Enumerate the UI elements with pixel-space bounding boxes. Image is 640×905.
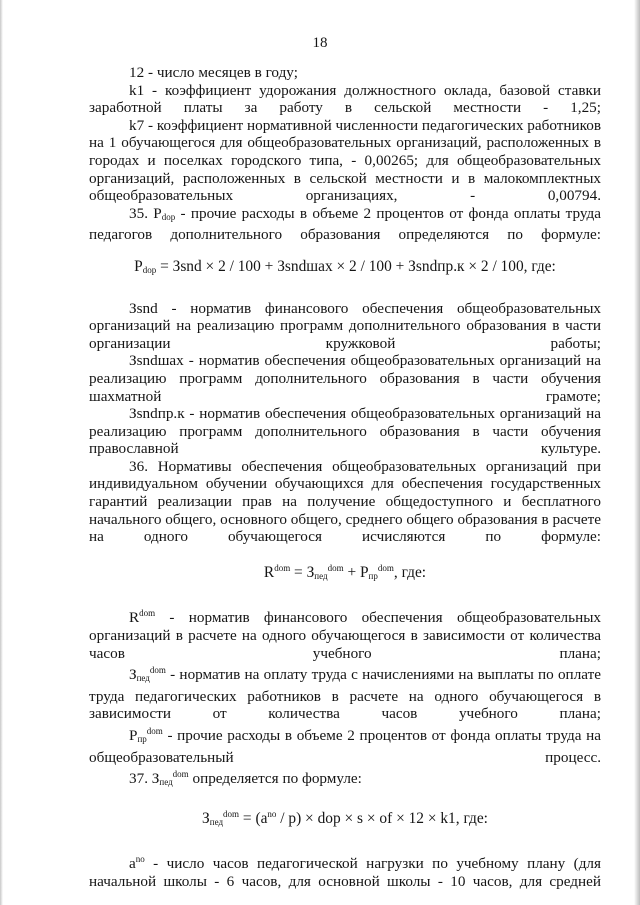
paragraph-zped bbox=[89, 662, 601, 723]
superscript: dom bbox=[139, 608, 156, 619]
superscript: no bbox=[267, 808, 277, 819]
subscript: пед bbox=[314, 570, 328, 581]
paragraph-zsndprk: Зsndпр.к - норматив обеспечения общеобразовательных организаций на реализацию программ дополнительного образования в части обучения православной культуре. bbox=[89, 405, 601, 458]
superscript: no bbox=[135, 854, 145, 865]
paragraph-zsnd: Зsnd - норматив финансового обеспечения общеобразовательных организаций на реализацию программ дополнительного образования в части организации кружковой работы; bbox=[89, 299, 601, 352]
paragraph-ano bbox=[89, 851, 601, 890]
inline-term: 37. З bbox=[129, 770, 160, 788]
superscript: dom bbox=[327, 562, 344, 573]
inline-text: - прочие расходы в объеме 2 процентов от фонда оплаты труда на общеобразовательный процесс. bbox=[89, 727, 601, 766]
inline-term: R bbox=[129, 609, 140, 627]
formula-text: / p) × dop × s × of × 12 × k1, где: bbox=[276, 809, 488, 827]
formula-text: = (a bbox=[239, 809, 268, 827]
superscript: dom bbox=[172, 769, 189, 780]
superscript: dom bbox=[377, 562, 394, 573]
formula-pdop bbox=[89, 258, 601, 280]
superscript: dom bbox=[146, 726, 163, 736]
subscript: пр bbox=[137, 734, 147, 744]
subscript: dop bbox=[161, 211, 176, 222]
paragraph-rdom bbox=[89, 605, 601, 662]
page-number: 18 bbox=[312, 35, 328, 51]
inline-text: - прочие расходы в объеме 2 процентов от фонда оплаты труда педагогов дополнительного образования определяются по формуле: bbox=[89, 204, 601, 244]
superscript: dom bbox=[149, 665, 166, 676]
paragraph-k7: k7 - коэффициент нормативной численности педагогических работников на 1 обучающегося для общеобразовательных организаций, расположенных в городах и поселках городского типа, - 0,00265; для общеобразовательных организаций, расположенных в сельской местности и в малокомплектных общеобразовательных организациях, - 0,00794. bbox=[89, 116, 601, 205]
subscript: dop bbox=[142, 264, 157, 275]
scan-edge-right bbox=[634, 0, 640, 905]
paragraph-36: 36. Нормативы обеспечения общеобразовательных организаций при индивидуальном обучении обучающихся для обеспечения государственных гарантий реализации прав на получение общедоступного и бесплатного начального общего, основного общего, среднего общего образования в расчете на одного обучающегося исчисляются по формуле: bbox=[89, 457, 601, 546]
formula-zped bbox=[89, 806, 601, 832]
inline-term: 35. P bbox=[129, 204, 162, 222]
inline-text: - норматив на оплату труда с начислениями на выплаты по оплате труда педагогических работников в расчете на одного обучающегося в зависимости от количества часов учебного плана; bbox=[89, 666, 601, 723]
formula-term: P bbox=[134, 257, 143, 275]
formula-term: З bbox=[202, 809, 210, 827]
paragraph-37 bbox=[89, 766, 601, 792]
paragraph-months: 12 - число месяцев в году; bbox=[129, 64, 298, 81]
subscript: пед bbox=[209, 816, 224, 827]
formula-text: + P bbox=[343, 563, 369, 581]
subscript: пед bbox=[136, 673, 150, 684]
paragraph-zsndshakh: Зsndшах - норматив обеспечения общеобразовательных организаций на реализацию программ дополнительного образования в части обучения шахматной грамоте; bbox=[89, 352, 601, 405]
inline-text: - число часов педагогической нагрузки по учебному плану (для начальной школы - 6 часов, для основной школы - 10 часов, для средней bbox=[89, 855, 601, 890]
inline-term: З bbox=[129, 666, 137, 684]
formula-rdom bbox=[89, 560, 601, 586]
superscript: dom bbox=[223, 808, 240, 819]
superscript: dom bbox=[274, 562, 291, 573]
inline-term: P bbox=[129, 727, 138, 744]
formula-text: , где: bbox=[393, 563, 427, 581]
inline-term: a bbox=[129, 855, 136, 873]
paragraph-ppr bbox=[89, 723, 601, 766]
document-body bbox=[89, 64, 601, 891]
paragraph-k1: k1 - коэффициент удорожания должностного оклада, базовой ставки заработной платы за работу в сельской местности - 1,25; bbox=[89, 81, 601, 117]
inline-text: - норматив финансового обеспечения общеобразовательных организаций в расчете на одного обучающегося в зависимости от количества часов учебного плана; bbox=[89, 609, 601, 662]
scan-edge-left bbox=[0, 0, 3, 905]
subscript: пр bbox=[368, 570, 378, 581]
formula-text: = З bbox=[290, 563, 315, 581]
formula-term: R bbox=[263, 563, 275, 581]
formula-text: = Зsnd × 2 / 100 + Зsndшах × 2 / 100 + Зsndпр.к × 2 / 100, где: bbox=[156, 257, 556, 275]
paragraph-35 bbox=[89, 205, 601, 244]
inline-text: определяется по формуле: bbox=[188, 770, 362, 788]
subscript: пед bbox=[159, 777, 173, 788]
